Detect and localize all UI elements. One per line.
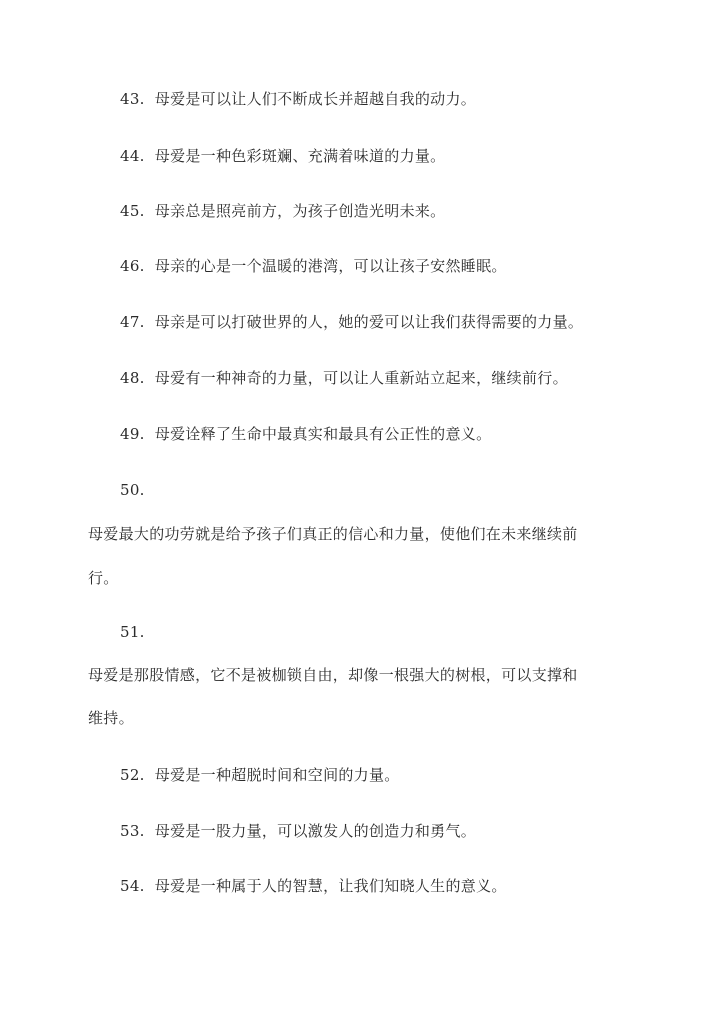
item-number: 43.: [120, 90, 145, 108]
list-item: [120, 821, 476, 841]
item-text: 母亲总是照亮前方，为孩子创造光明未来。: [154, 202, 446, 220]
item-text: 母亲是可以打破世界的人，她的爱可以让我们获得需要的力量。: [154, 313, 584, 331]
item-number: 53.: [120, 822, 145, 840]
item-text-line: 母爱最大的功劳就是给予孩子们真正的信心和力量，使他们在未来继续前: [88, 525, 578, 543]
item-text-line: 母爱是那股情感，它不是被枷锁自由，却像一根强大的树根，可以支撑和: [88, 666, 578, 684]
item-number: 45.: [120, 202, 145, 220]
item-text: 母爱是一种超脱时间和空间的力量。: [154, 766, 400, 784]
item-number: 49.: [120, 425, 145, 443]
item-text: 母爱是一种属于人的智慧，让我们知晓人生的意义。: [154, 877, 507, 895]
item-text-line: 行。: [88, 569, 119, 587]
item-text: 母亲的心是一个温暖的港湾，可以让孩子安然睡眠。: [154, 257, 507, 275]
list-item: [120, 312, 583, 332]
item-number: 46.: [120, 257, 145, 275]
item-number: 48.: [120, 369, 145, 387]
list-item: [120, 876, 507, 896]
item-text: 母爱有一种神奇的力量，可以让人重新站立起来，继续前行。: [154, 369, 568, 387]
list-item: [120, 424, 491, 444]
item-text: 母爱诠释了生命中最真实和最具有公正性的意义。: [154, 425, 492, 443]
list-item: [120, 201, 445, 221]
item-number: 52.: [120, 766, 145, 784]
item-number: 44.: [120, 147, 145, 165]
item-number: 47.: [120, 313, 145, 331]
list-item: [120, 368, 568, 388]
list-item: [120, 765, 400, 785]
list-item: [120, 256, 507, 276]
item-number: 50.: [120, 481, 145, 499]
item-number: 51.: [120, 623, 145, 641]
item-text: 母爱是一股力量，可以激发人的创造力和勇气。: [154, 822, 477, 840]
list-item: [120, 89, 476, 109]
item-number: 54.: [120, 877, 145, 895]
item-text: 母爱是一种色彩斑斓、充满着味道的力量。: [154, 147, 446, 165]
item-text-line: 维持。: [88, 709, 134, 727]
item-text: 母爱是可以让人们不断成长并超越自我的动力。: [154, 90, 477, 108]
list-item: [120, 146, 445, 166]
